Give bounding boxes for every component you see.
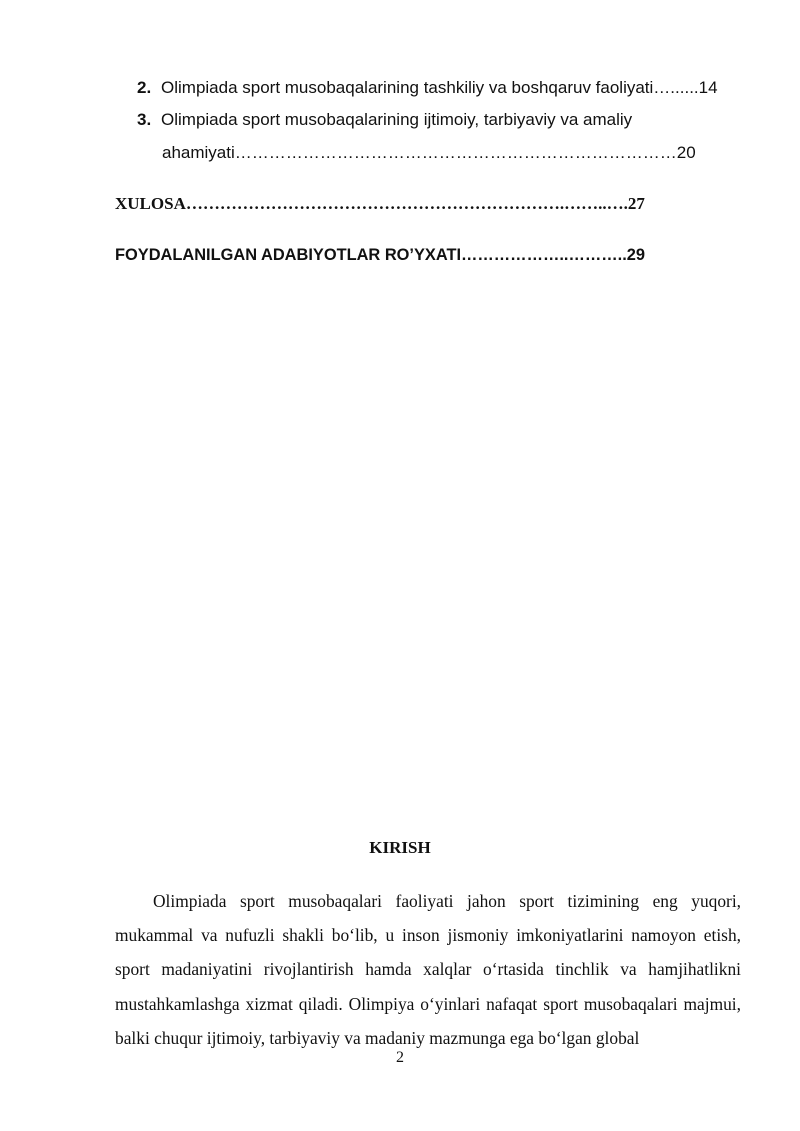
toc-item-3-number: 3. bbox=[137, 110, 152, 129]
page-number: 2 bbox=[396, 1049, 404, 1066]
toc-item-3-line2: ahamiyati……………………………………………………………………20 bbox=[162, 143, 696, 162]
toc-item-2 bbox=[137, 78, 718, 98]
toc-item-2-text: Olimpiada sport musobaqalarining tashkiliy va boshqaruv faoliyati…......14 bbox=[161, 78, 718, 97]
section-paragraph: Olimpiada sport musobaqalari faoliyati jahon sport tizimining eng yuqori, mukammal va nufuzli shakli bo‘lib, u inson jismoniy imkoniyatlarini namoyon etish, sport madaniyatini rivojlantirish hamda xalqlar o‘rtasida tinchlik va hamjihatlikni mustahkamlashga xizmat qiladi. Olimpiya o‘yinlari nafaqat sport musobaqalari majmui, balki chuqur ijtimoiy, tarbiyaviy va madaniy mazmunga ega bo‘lgan global bbox=[115, 891, 741, 1048]
section-heading: KIRISH bbox=[369, 838, 431, 857]
toc-xulosa: XULOSA………………………………………………………….……..….27 bbox=[115, 194, 645, 213]
toc-item-3-line1: Olimpiada sport musobaqalarining ijtimoiy, tarbiyaviy va amaliy bbox=[161, 110, 633, 129]
toc-item-2-number: 2. bbox=[137, 78, 152, 97]
toc-item-3-continuation bbox=[162, 143, 696, 163]
toc-adabiyotlar: FOYDALANILGAN ADABIYOTLAR RO’YXATI………………..………..29 bbox=[115, 246, 645, 264]
toc-item-3 bbox=[137, 110, 632, 130]
